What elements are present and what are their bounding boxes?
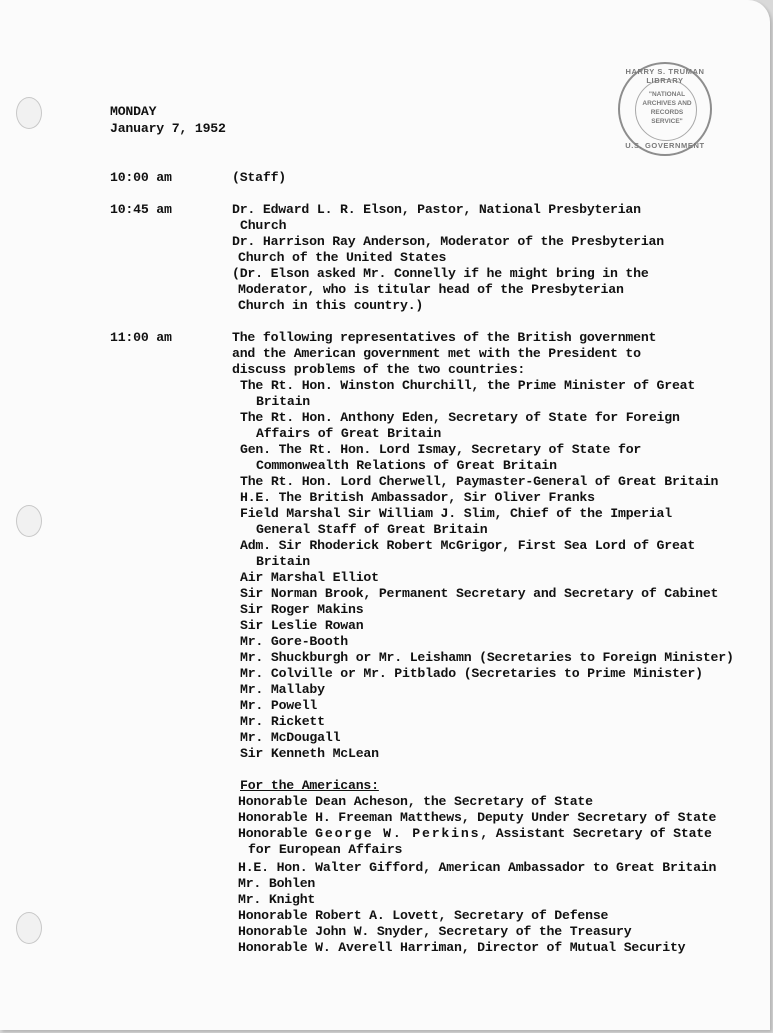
- british-attendee: Field Marshal Sir William J. Slim, Chief of the Imperial: [240, 506, 672, 521]
- american-attendee: Mr. Bohlen: [238, 876, 316, 891]
- entry-text: (Dr. Elson asked Mr. Connelly if he might bring in the: [232, 266, 649, 281]
- entry-text: discuss problems of the two countries:: [232, 362, 526, 377]
- entry-text: Dr. Edward L. R. Elson, Pastor, National Presbyterian: [232, 202, 641, 217]
- british-attendee: General Staff of Great Britain: [256, 522, 488, 537]
- british-attendee: Sir Kenneth McLean: [240, 746, 379, 761]
- british-attendee: Gen. The Rt. Hon. Lord Ismay, Secretary of State for: [240, 442, 642, 457]
- american-attendee: Honorable Dean Acheson, the Secretary of State: [238, 794, 593, 809]
- stamp-bottom-text: U.S. GOVERNMENT: [625, 141, 705, 150]
- date-heading: January 7, 1952: [110, 121, 226, 136]
- british-attendee: The Rt. Hon. Anthony Eden, Secretary of State for Foreign: [240, 410, 680, 425]
- british-attendee: Mr. Gore-Booth: [240, 634, 348, 649]
- american-attendee: for European Affairs: [248, 842, 403, 857]
- entry-text: Church of the United States: [238, 250, 447, 265]
- british-attendee: Britain: [256, 394, 310, 409]
- americans-heading: For the Americans:: [240, 778, 379, 793]
- punch-hole: [16, 97, 42, 129]
- american-attendee: Honorable John W. Snyder, Secretary of the Treasury: [238, 924, 632, 939]
- entry-text: The following representatives of the British government: [232, 330, 657, 345]
- time-label: 10:00 am: [110, 170, 172, 185]
- american-attendee: H.E. Hon. Walter Gifford, American Ambassador to Great Britain: [238, 860, 717, 875]
- british-attendee: Britain: [256, 554, 310, 569]
- punch-hole: [16, 505, 42, 537]
- stamp-center-text: "NATIONAL ARCHIVES AND RECORDS SERVICE": [642, 91, 692, 125]
- british-attendee: Sir Leslie Rowan: [240, 618, 364, 633]
- day-heading: MONDAY: [110, 104, 157, 119]
- british-attendee: Adm. Sir Rhoderick Robert McGrigor, First Sea Lord of Great: [240, 538, 696, 553]
- british-attendee: The Rt. Hon. Winston Churchill, the Prime Minister of Great: [240, 378, 696, 393]
- time-label: 11:00 am: [110, 330, 172, 345]
- entry-text: (Staff): [232, 170, 286, 185]
- british-attendee: Commonwealth Relations of Great Britain: [256, 458, 557, 473]
- american-attendee: Mr. Knight: [238, 892, 316, 907]
- entry-text: Church: [240, 218, 287, 233]
- archive-stamp: [618, 62, 712, 156]
- british-attendee: Mr. Shuckburgh or Mr. Leishamn (Secretaries to Foreign Minister): [240, 650, 734, 665]
- american-attendee: Honorable H. Freeman Matthews, Deputy Under Secretary of State: [238, 810, 717, 825]
- time-label: 10:45 am: [110, 202, 172, 217]
- british-attendee: H.E. The British Ambassador, Sir Oliver Franks: [240, 490, 595, 505]
- british-attendee: Mr. Powell: [240, 698, 318, 713]
- british-attendee: Sir Norman Brook, Permanent Secretary and Secretary of Cabinet: [240, 586, 719, 601]
- british-attendee: Sir Roger Makins: [240, 602, 364, 617]
- british-attendee: Air Marshal Elliot: [240, 570, 379, 585]
- british-attendee: Mr. Rickett: [240, 714, 325, 729]
- british-attendee: Mr. McDougall: [240, 730, 341, 745]
- british-attendee: Mr. Colville or Mr. Pitblado (Secretaries to Prime Minister): [240, 666, 703, 681]
- entry-text: Moderator, who is titular head of the Presbyterian: [238, 282, 624, 297]
- british-attendee: Affairs of Great Britain: [256, 426, 442, 441]
- entry-text: Church in this country.): [238, 298, 424, 313]
- entry-text: Dr. Harrison Ray Anderson, Moderator of the Presbyterian: [232, 234, 664, 249]
- entry-text: and the American government met with the President to: [232, 346, 641, 361]
- british-attendee: Mr. Mallaby: [240, 682, 325, 697]
- american-attendee: Honorable W. Averell Harriman, Director of Mutual Security: [238, 940, 686, 955]
- stamp-top-text: HARRY S. TRUMAN LIBRARY: [625, 67, 705, 85]
- punch-hole: [16, 912, 42, 944]
- american-attendee: Honorable Robert A. Lovett, Secretary of Defense: [238, 908, 609, 923]
- british-attendee: The Rt. Hon. Lord Cherwell, Paymaster-General of Great Britain: [240, 474, 719, 489]
- american-attendee: Honorable George W. Perkins, Assistant Secretary of State: [238, 826, 712, 841]
